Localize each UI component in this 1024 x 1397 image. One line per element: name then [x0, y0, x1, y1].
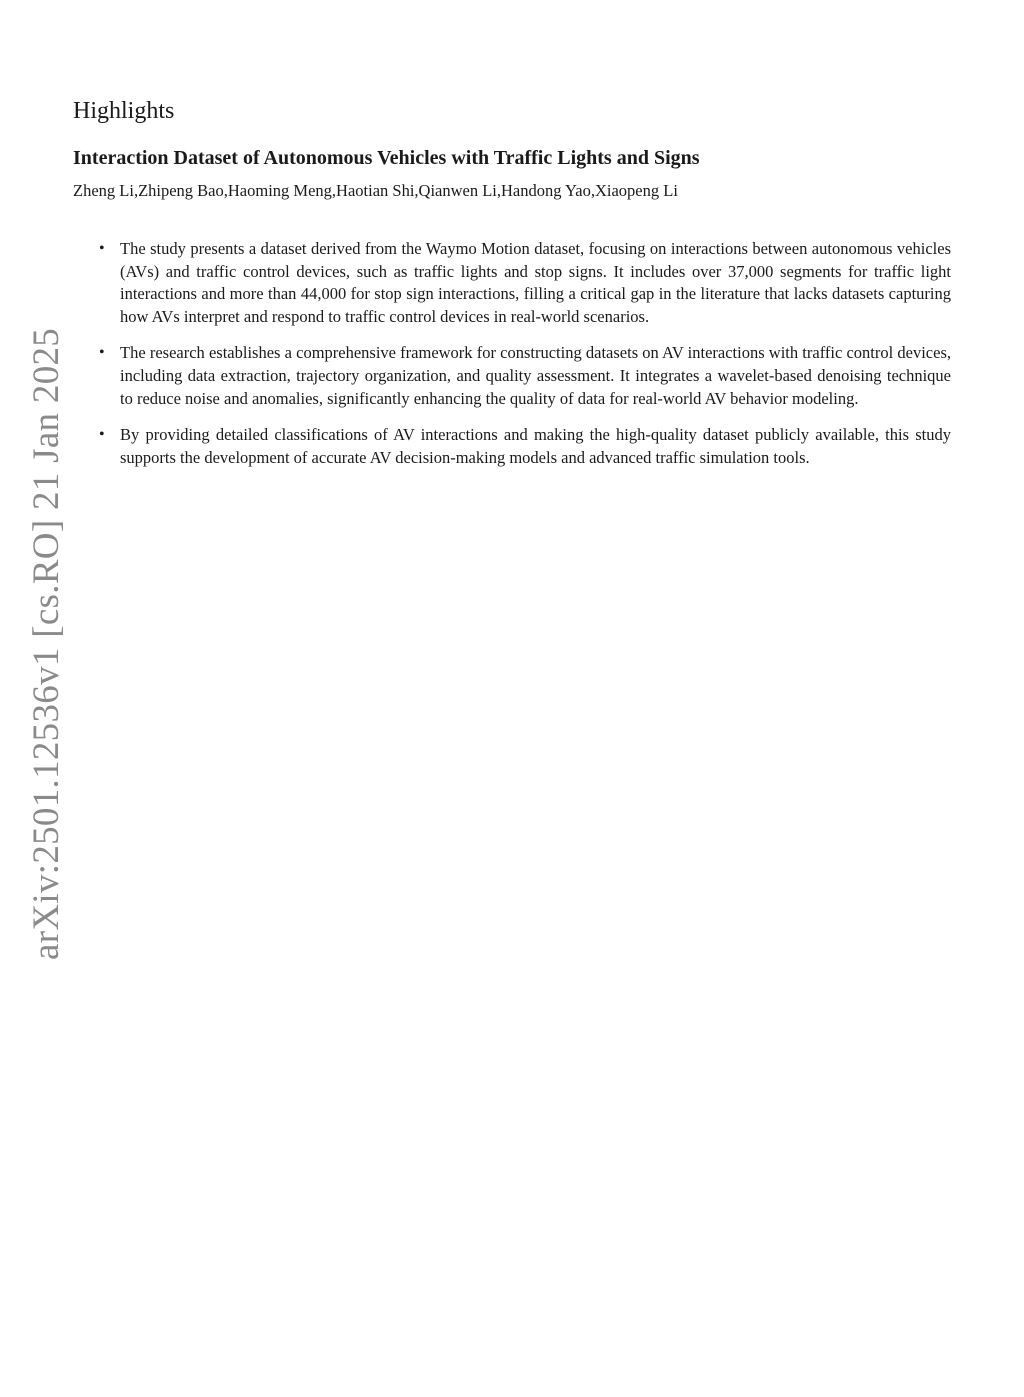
highlight-item	[73, 424, 951, 469]
bullet-icon: •	[99, 426, 105, 444]
author-list: Zheng Li,Zhipeng Bao,Haoming Meng,Haotian Shi,Qianwen Li,Handong Yao,Xiaopeng Li	[73, 181, 678, 200]
section-heading: Highlights	[73, 98, 175, 124]
highlight-text: By providing detailed classifications of AV interactions and making the high-quality dataset publicly available, this study supports the development of accurate AV decision-making models and advanced traffic simulation tools.	[120, 425, 951, 467]
highlight-text: The study presents a dataset derived from the Waymo Motion dataset, focusing on interactions between autonomous vehicles (AVs) and traffic control devices, such as traffic lights and stop signs. It includes over 37,000 segments for traffic light interactions and more than 44,000 for stop sign interactions, filling a critical gap in the literature that lacks datasets capturing how AVs interpret and respond to traffic control devices in real-world scenarios.	[120, 239, 951, 326]
highlight-text: The research establishes a comprehensive framework for constructing datasets on AV interactions with traffic control devices, including data extraction, trajectory organization, and quality assessment. It integrates a wavelet-based denoising technique to reduce noise and anomalies, significantly enhancing the quality of data for real-world AV behavior modeling.	[120, 343, 951, 408]
highlight-item	[73, 342, 951, 410]
arxiv-identifier-stamp: arXiv:2501.12536v1 [cs.RO] 21 Jan 2025	[26, 327, 67, 960]
bullet-icon: •	[99, 344, 105, 362]
page-content	[73, 96, 951, 483]
highlights-list	[73, 238, 951, 469]
paper-title: Interaction Dataset of Autonomous Vehicles with Traffic Lights and Signs	[73, 147, 700, 169]
highlight-item	[73, 238, 951, 328]
bullet-icon: •	[99, 240, 105, 257]
